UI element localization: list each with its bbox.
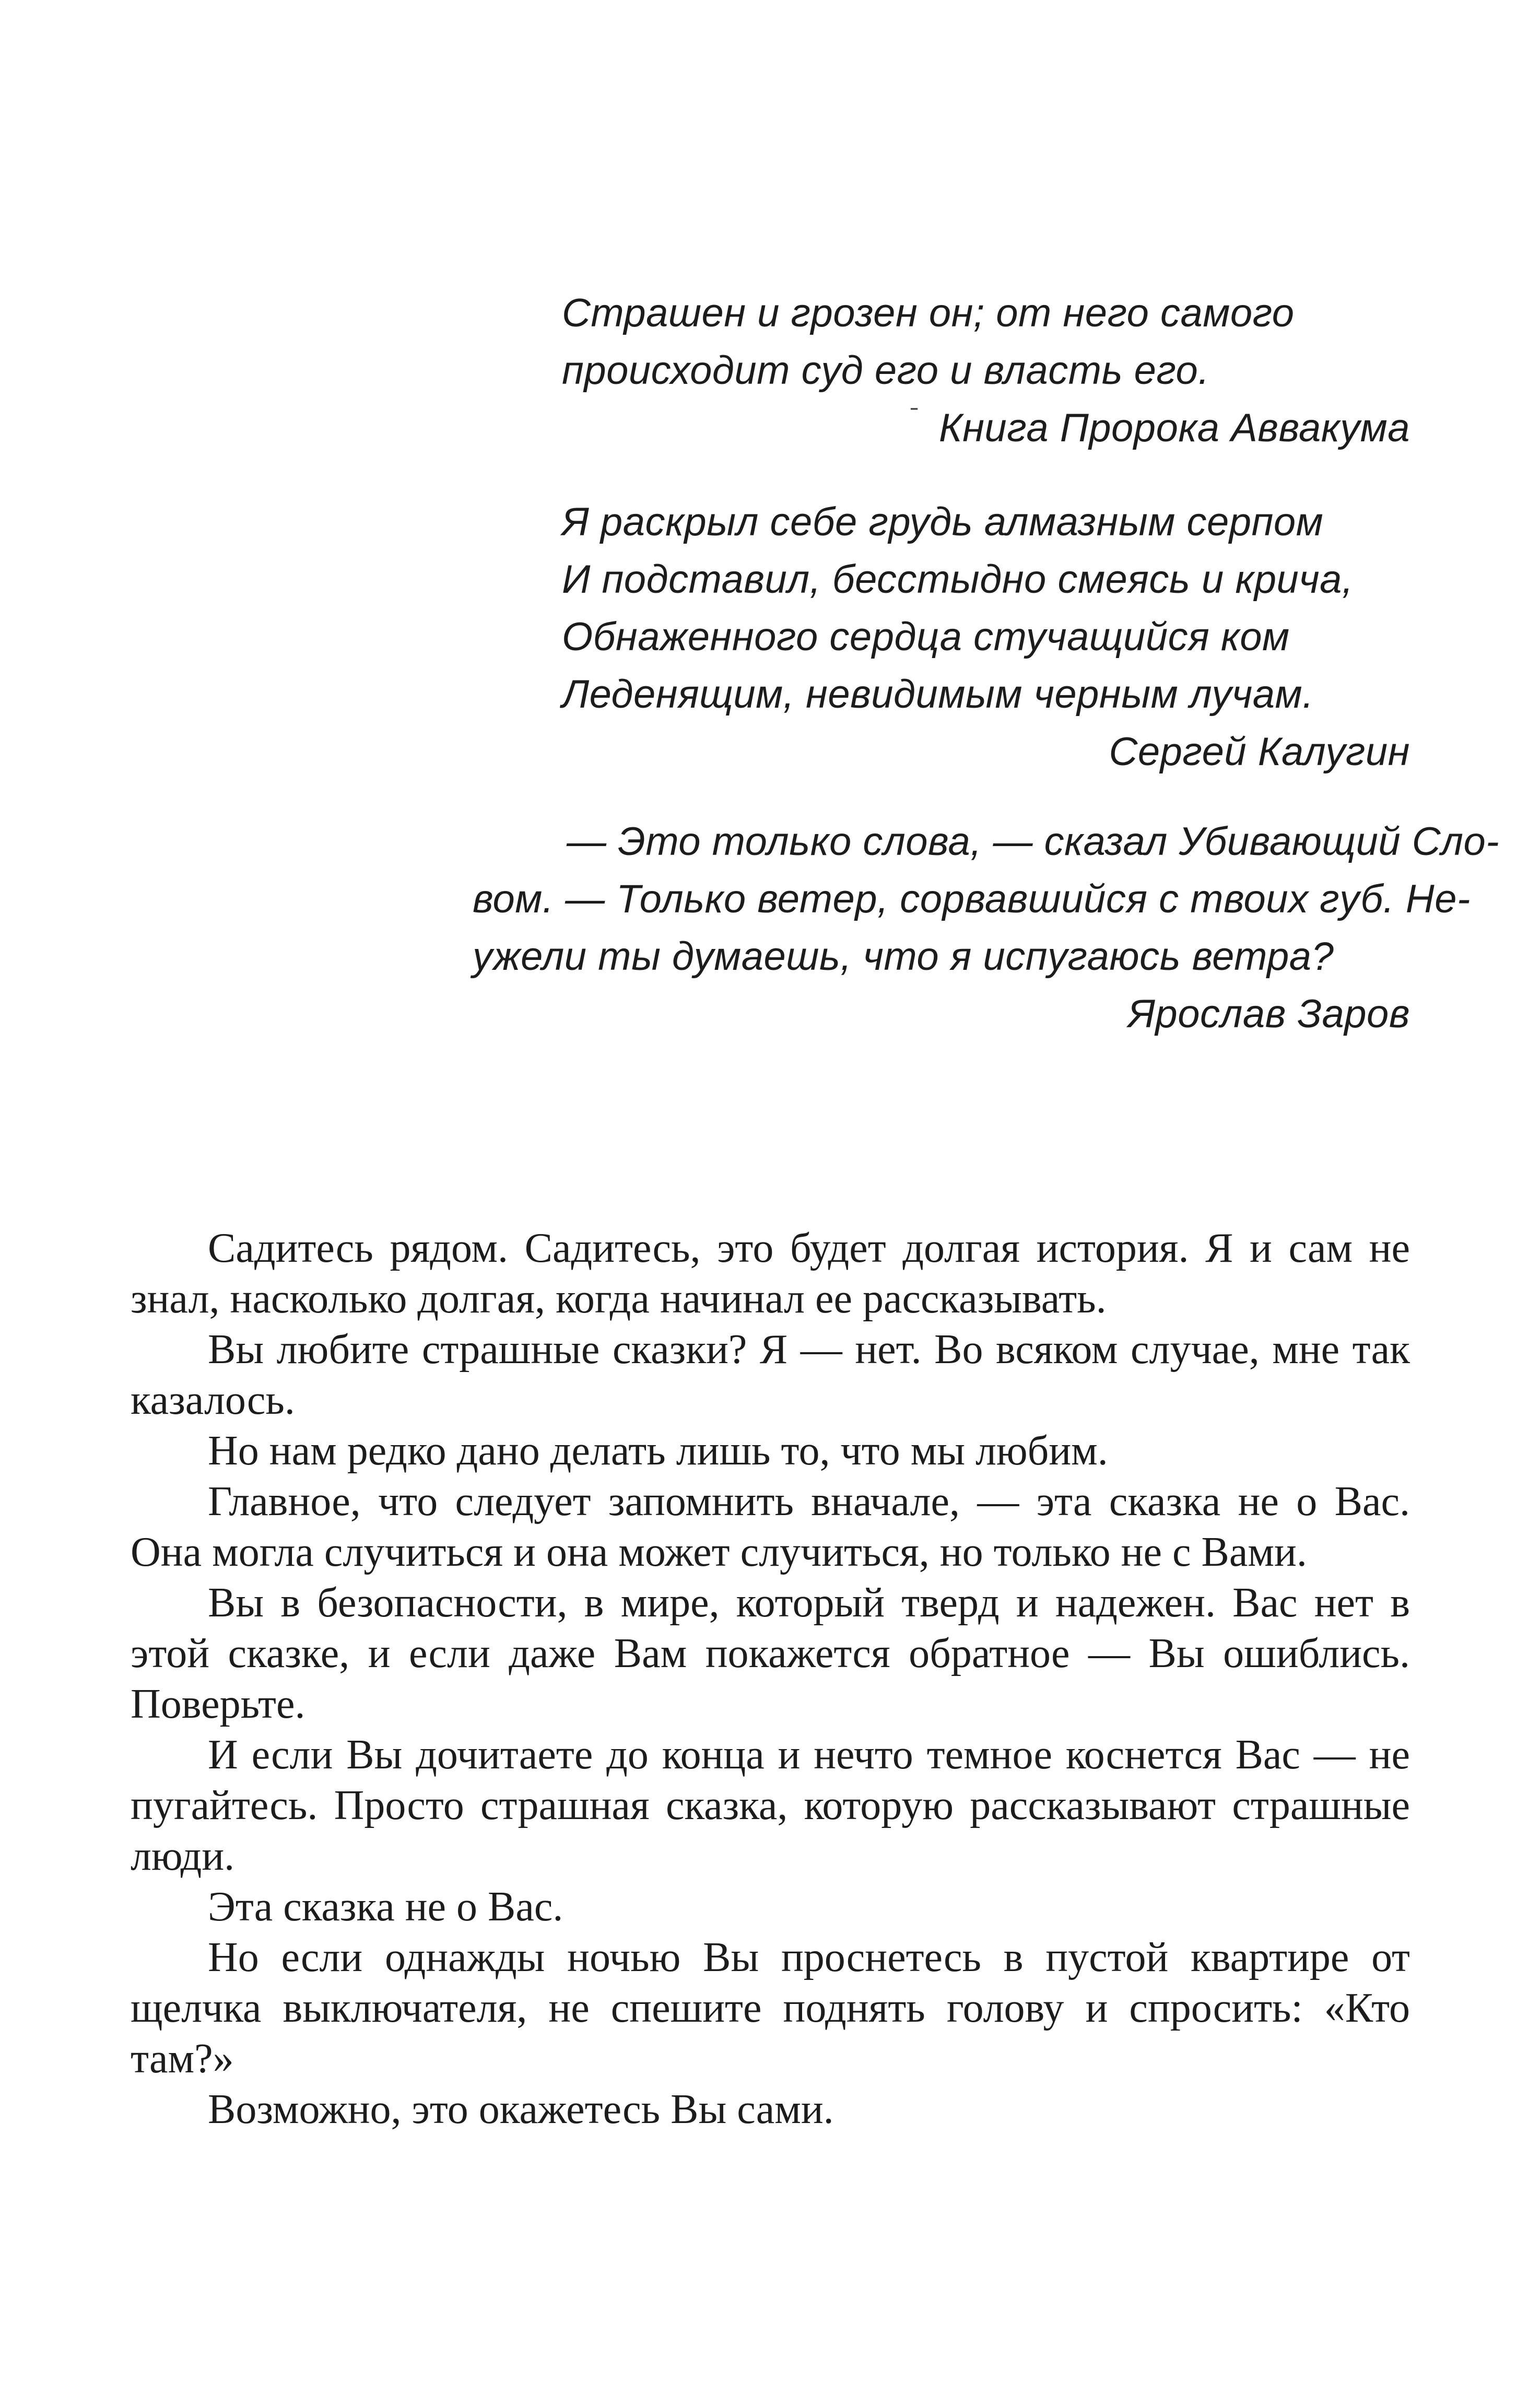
epigraph-kalugin [562, 494, 1410, 781]
epigraph-avvakum [562, 285, 1410, 461]
paragraph: Эта сказка не о Вас. [208, 1884, 563, 1930]
epigraph-attribution [562, 723, 1410, 781]
paragraph: Вы в безопасности, в мире, который тверд и надежен. Вас нет в этой сказке, и если даже Вам покажется обратное — Вы ошиблись. Поверьте. [131, 1580, 1410, 1727]
epigraph-line: Страшен и грозен он; от него самого [562, 291, 1295, 335]
epigraph-line: — Это только слова, — сказал Убивающий Сло- [567, 819, 1500, 864]
epigraph-line: ужели ты думаешь, что я испугаюсь ветра? [473, 934, 1334, 979]
epigraph-line: вом. — Только ветер, сорвавшийся с твоих губ. Не- [473, 877, 1471, 921]
epigraph-line: Я раскрыл себе грудь алмазным серпом [562, 500, 1324, 544]
epigraph-attribution [562, 400, 1410, 461]
paragraph: Садитесь рядом. Садитесь, это будет долгая история. Я и сам не знал, насколько долгая, когда начинал ее рассказывать. [131, 1225, 1410, 1322]
epigraph-line: происходит суд его и власть его. [562, 348, 1209, 393]
epigraph-attribution-text: Книга Пророка Аввакума [938, 406, 1410, 450]
paragraph: Вы любите страшные сказки? Я — нет. Во всяком случае, мне так казалось. [131, 1327, 1410, 1423]
paragraph: И если Вы дочитаете до конца и нечто темное коснется Вас — не пугайтесь. Просто страшная сказка, которую рассказывают страшные люди. [131, 1732, 1410, 1879]
paragraph: Но если однажды ночью Вы проснетесь в пустой квартире от щелчка выключателя, не спешите поднять голову и спросить: «Кто там?» [131, 1934, 1410, 2082]
paragraph: Главное, что следует запомнить вначале, — эта сказка не о Вас. Она могла случиться и она может случиться, но только не с Вами. [131, 1479, 1410, 1575]
epigraph-attribution-text: Ярослав Заров [1128, 992, 1410, 1036]
scan-tick-mark: ˉ [910, 402, 919, 431]
story-text [131, 1223, 1410, 2135]
epigraph-attribution-text: Сергей Калугин [1109, 730, 1410, 774]
epigraph-section [0, 285, 1540, 1043]
epigraph-line: Леденящим, невидимым черным лучам. [562, 672, 1314, 717]
epigraph-attribution [473, 986, 1410, 1043]
paragraph: Возможно, это окажетесь Вы сами. [208, 2086, 834, 2132]
epigraph-line: Обнаженного сердца стучащийся ком [562, 615, 1290, 659]
paragraph: Но нам редко дано делать лишь то, что мы любим. [208, 1428, 1108, 1474]
epigraph-zarov [473, 813, 1500, 1043]
epigraph-line: И подставил, бесстыдно смеясь и крича, [562, 557, 1354, 602]
